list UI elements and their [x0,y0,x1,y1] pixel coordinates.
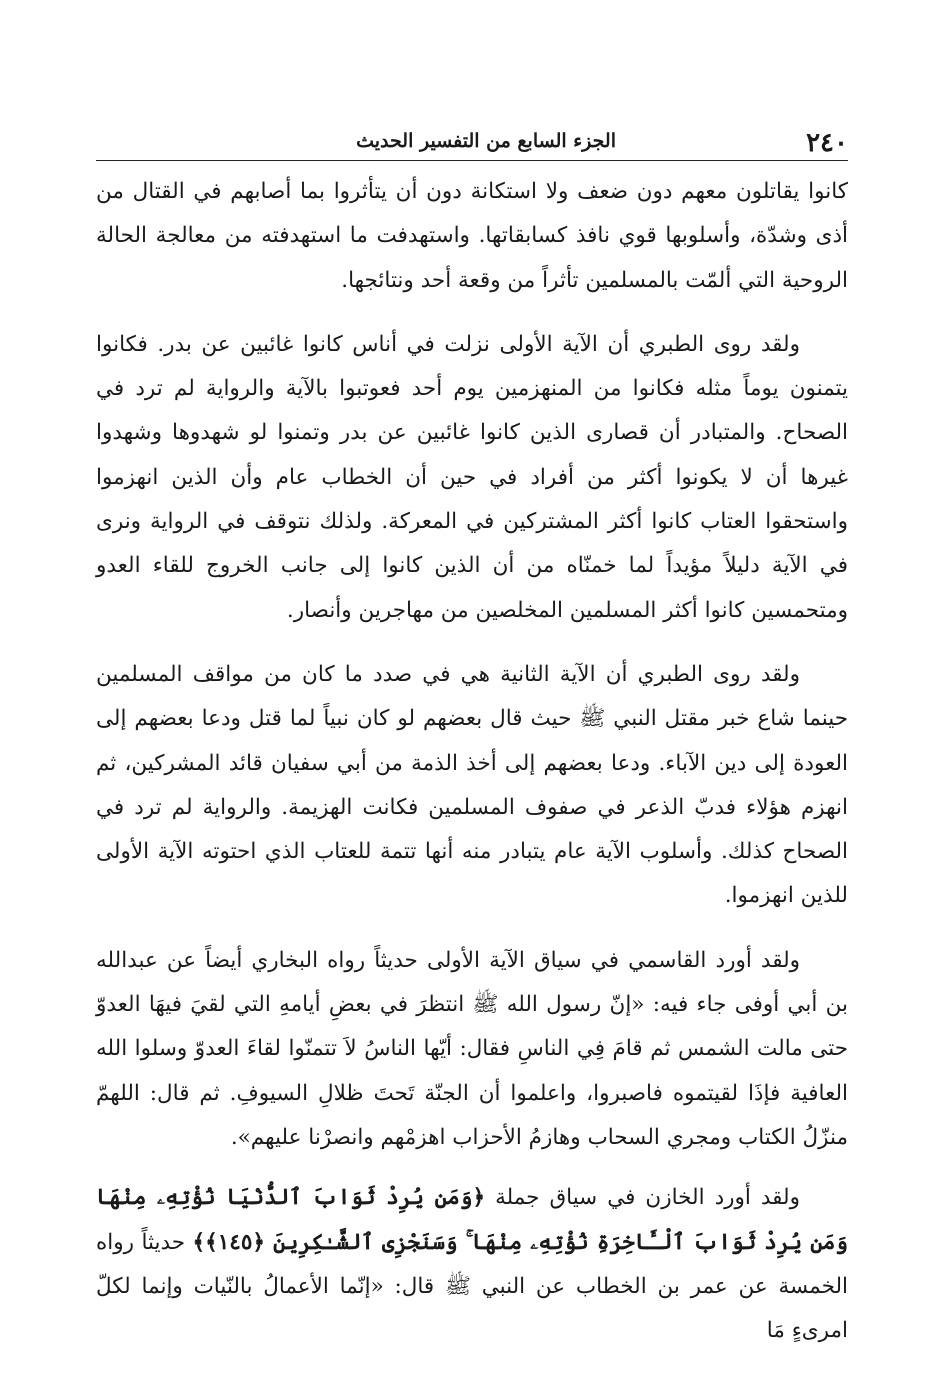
header-rule [96,160,848,161]
paragraph-gap [96,1160,848,1176]
body-text [96,170,848,1353]
paragraph-gap [96,303,848,323]
running-title: الجزء السابع من التفسير الحديث [356,130,616,152]
paragraph-lead: ولقد أورد الخازن في سياق جملة [495,1185,800,1211]
paragraph: ولقد أورد القاسمي في سياق الآية الأولى حديثاً رواه البخاري أيضاً عن عبدالله بن أبي أوفى جاء فيه: «إنّ رسول الله ﷺ انتظرَ في بعضِ أيامهِ التي لقيَ فيهَا العدوّ حتى مالت الشمس ثم قامَ فِي الناسِ فقال: أيّها الناسُ لاَ تتمنّوا لقاءَ العدوّ وسلوا الله العافية فإذَا لقيتموه فاصبروا، واعلموا أن الجنّة تَحتَ ظلالِ السيوفِ. ثم قال: اللهمّ منزّلُ الكتاب ومجري السحاب وهازمُ الأحزاب اهزمْهم وانصرْنا عليهم». [96,947,848,1150]
paragraph-with-verse [96,1176,848,1353]
paragraph-gap [96,633,848,653]
quran-verse: ﴿وَمَن يُرِدْ ثَوَابَ ٱلدُّنْيَا نُؤْتِهِۦ مِنْهَا وَمَن يُرِدْ ثَوَابَ ٱلْـَٔاخِرَةِ نُؤْتِهِۦ مِنْهَا ۚ وَسَنَجْزِى ٱلشَّـٰكِرِينَ ﴿١٤٥﴾﴾ [96,1185,848,1255]
paragraph: ولقد روى الطبري أن الآية الأولى نزلت في أناس كانوا غائبين عن بدر. فكانوا يتمنون يوماً مثله فكانوا من المنهزمين يوم أحد فعوتبوا بالآية والرواية لم ترد في الصحاح. والمتبادر أن قصارى الذين كانوا غائبين عن بدر وتمنوا لو شهدوها وشهدوا غيرها أن لا يكونوا أكثر من أفراد في حين أن الخطاب عام وأن الذين انهزموا واستحقوا العتاب كانوا أكثر المشتركين في المعركة. ولذلك نتوقف في الرواية ونرى في الآية دليلاً مؤيداً لما خمنّاه من أن الذين كانوا إلى جانب الخروج للقاء العدو ومتحمسين كانوا أكثر المسلمين المخلصين من مهاجرين وأنصار. [96,331,848,623]
paragraph-gap [96,919,848,939]
page-number: ٢٤٠ [806,128,848,158]
paragraph: كانوا يقاتلون معهم دون ضعف ولا استكانة دون أن يتأثروا بما أصابهم في القتال من أذى وشدّة، وأسلوبها قوي نافذ كسابقاتها. واستهدفت ما استهدفته من معالجة الحالة الروحية التي ألمّت بالمسلمين تأثراً من وقعة أحد ونتائجها. [96,179,848,293]
paragraph-tail: حديثاً رواه الخمسة عن عمر بن الخطاب عن النبي ﷺ قال: «إنّما الأعمالُ بالنّيات وإنما لكلّ امرىءٍ مَا [96,1229,848,1344]
page-header [96,126,848,164]
paragraph: ولقد روى الطبري أن الآية الثانية هي في صدد ما كان من مواقف المسلمين حينما شاع خبر مقتل النبي ﷺ حيث قال بعضهم لو كان نبياً لما قتل ودعا بعضهم إلى العودة إلى دين الآباء. ودعا بعضهم إلى أخذ الذمة من أبي سفيان قائد المشركين، ثم انهزم هؤلاء فدبّ الذعر في صفوف المسلمين فكانت الهزيمة. والرواية لم ترد في الصحاح كذلك. وأسلوب الآية عام يتبادر منه أنها تتمة للعتاب الذي احتوته الآية الأولى للذين انهزموا. [96,661,848,909]
